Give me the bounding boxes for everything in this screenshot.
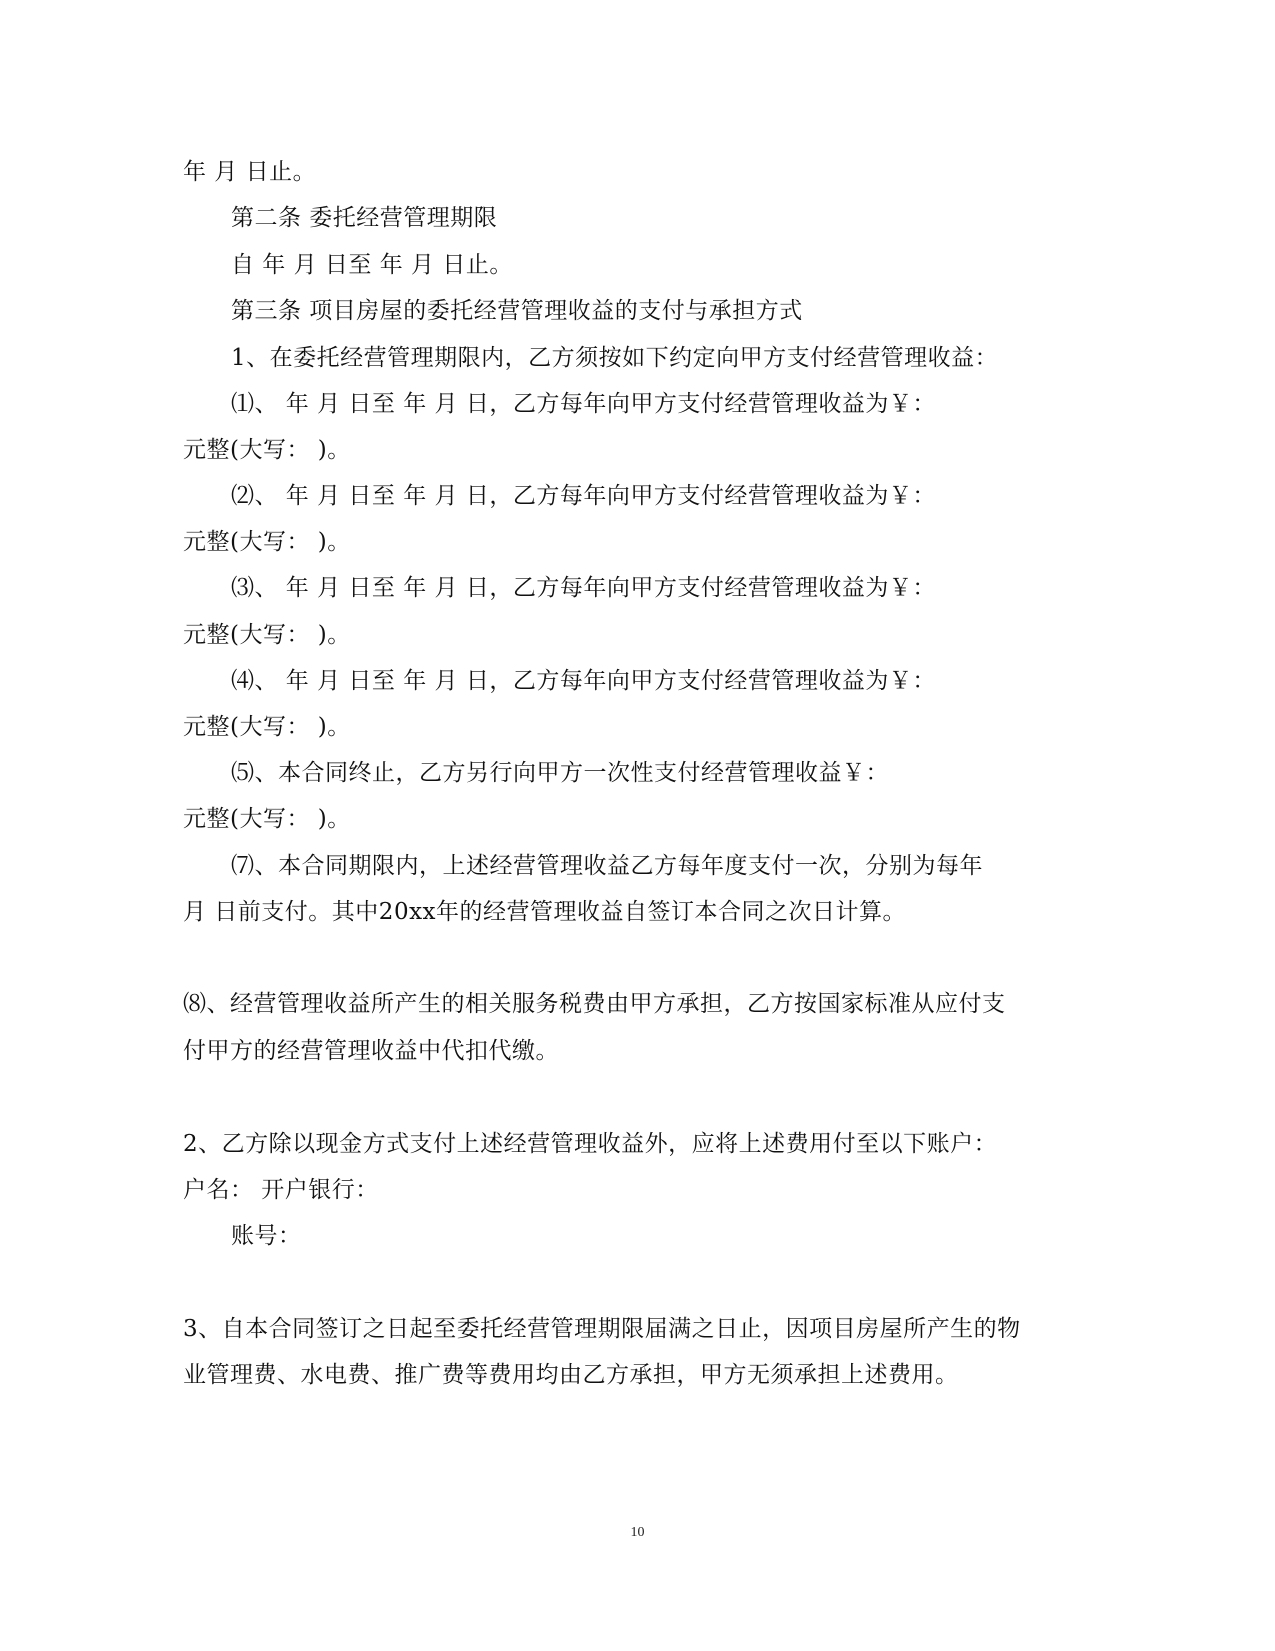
text-line: 元整(大写： )。 [183,714,351,740]
text-line: ⑻、经营管理收益所产生的相关服务税费由甲方承担，乙方按国家标准从应付支 [183,991,1006,1017]
text-line: 户名： 开户银行： [183,1177,379,1203]
text-line: 元整(大写： )。 [183,529,351,555]
article-heading: 第二条 委托经营管理期限 [231,205,498,231]
text-line: 2、乙方除以现金方式支付上述经营管理收益外，应将上述费用付至以下账户： [183,1131,998,1157]
text-line: 账号： [231,1223,302,1249]
page-number: 10 [630,1525,645,1540]
text-line: ⑵、 年 月 日至 年 月 日，乙方每年向甲方支付经营管理收益为￥： [231,483,936,509]
text-line: 元整(大写： )。 [183,806,351,832]
article-heading: 第三条 项目房屋的委托经营管理收益的支付与承担方式 [231,298,803,324]
text-line: ⑷、 年 月 日至 年 月 日，乙方每年向甲方支付经营管理收益为￥： [231,668,936,694]
text-line: ⑸、本合同终止，乙方另行向甲方一次性支付经营管理收益￥： [231,760,889,786]
text-line: 1、在委托经营管理期限内，乙方须按如下约定向甲方支付经营管理收益： [231,345,999,371]
text-line: 元整(大写： )。 [183,622,351,648]
text-line: ⑴、 年 月 日至 年 月 日，乙方每年向甲方支付经营管理收益为￥： [231,391,936,417]
text-line: 业管理费、水电费、推广费等费用均由乙方承担，甲方无须承担上述费用。 [183,1362,959,1388]
text-line: 自 年 月 日至 年 月 日止。 [231,252,513,278]
text-line: ⑺、本合同期限内，上述经营管理收益乙方每年度支付一次，分别为每年 [231,853,983,879]
text-line: 月 日前支付。其中20xx年的经营管理收益自签订本合同之次日计算。 [183,899,907,925]
text-line: 付甲方的经营管理收益中代扣代缴。 [183,1038,559,1064]
text-line: 年 月 日止。 [183,159,317,185]
text-line: 元整(大写： )。 [183,437,351,463]
text-line: ⑶、 年 月 日至 年 月 日，乙方每年向甲方支付经营管理收益为￥： [231,575,936,601]
text-line: 3、自本合同签订之日起至委托经营管理期限届满之日止，因项目房屋所产生的物 [183,1316,1021,1342]
